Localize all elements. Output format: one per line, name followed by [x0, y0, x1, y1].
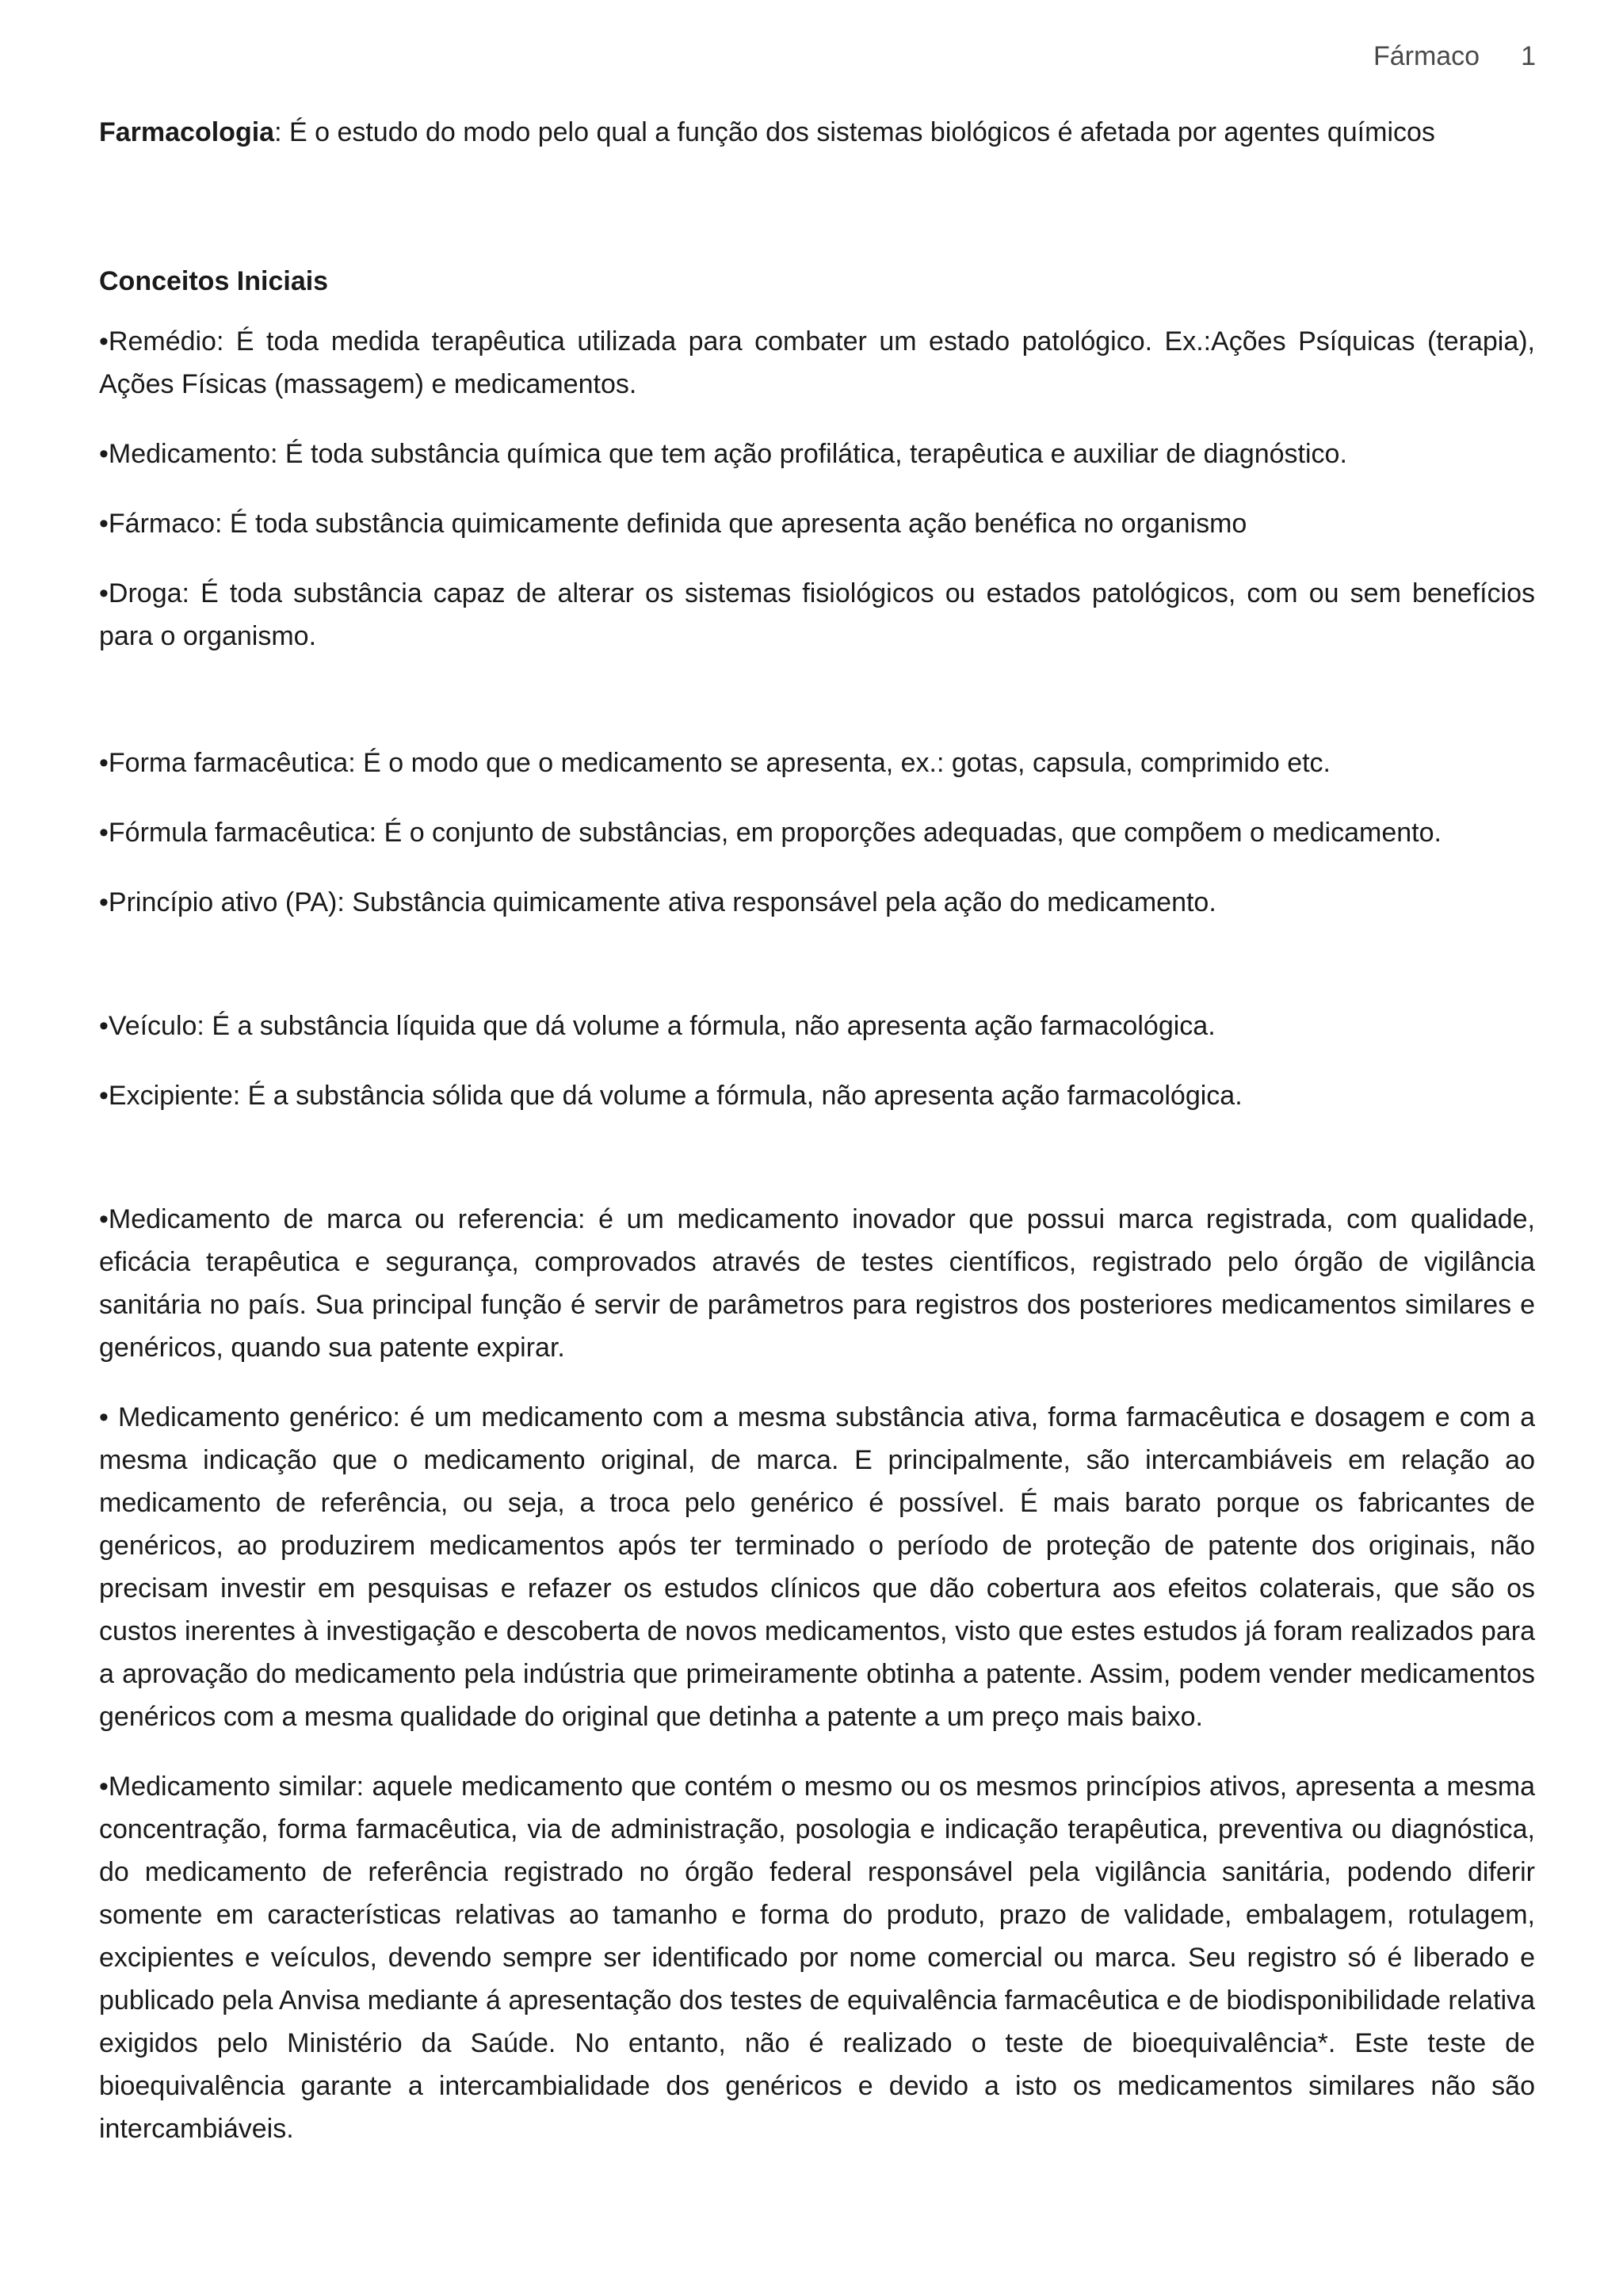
definition-remedio: •Remédio: É toda medida terapêutica utilizada para combater um estado patológico. Ex.:Ações Psíquicas (terapia), Ações Físicas (massagem) e medicamentos.: [99, 326, 1535, 399]
definition-formula-farmaceutica: •Fórmula farmacêutica: É o conjunto de substâncias, em proporções adequadas, que compõem o medicamento.: [99, 818, 1442, 848]
definition-medicamento-similar: •Medicamento similar: aquele medicamento que contém o mesmo ou os mesmos princípios ativos, apresenta a mesma concentração, forma farmacêutica, via de administração, posologia e indicação terapêutica, preventiva ou diagnóstica, do medicamento de referência registrado no órgão federal responsável pela vigilância sanitária, podendo diferir somente em características relativas ao tamanho e forma do produto, prazo de validade, embalagem, rotulagem, excipientes e veículos, devendo sempre ser identificado por nome comercial ou marca. Seu registro só é liberado e publicado pela Anvisa mediante á apresentação dos testes de equivalência farmacêutica e de biodisponibilidade relativa exigidos pelo Ministério da Saúde. No entanto, não é realizado o teste de bioequivalência*. Este teste de bioequivalência garante a intercambialidade dos genéricos e devido a isto os medicamentos similares não são intercambiáveis.: [99, 1772, 1535, 2144]
document-body: [99, 111, 1535, 2177]
section-title: Conceitos Iniciais: [99, 266, 329, 296]
definition-farmaco: •Fármaco: É toda substância quimicamente definida que apresenta ação benéfica no organismo: [99, 509, 1247, 539]
definition-excipiente: •Excipiente: É a substância sólida que dá volume a fórmula, não apresenta ação farmacológica.: [99, 1081, 1243, 1111]
definition-medicamento: •Medicamento: É toda substância química que tem ação profilática, terapêutica e auxiliar de diagnóstico.: [99, 439, 1347, 469]
intro-paragraph: [99, 111, 1535, 154]
page-number: 1: [1521, 41, 1536, 71]
page-header: [1373, 41, 1536, 72]
header-title: Fármaco: [1373, 41, 1480, 71]
definition-medicamento-generico: • Medicamento genérico: é um medicamento com a mesma substância ativa, forma farmacêutica e dosagem e com a mesma indicação que o medicamento original, de marca. E principalmente, são intercambiáveis em relação ao medicamento de referência, ou seja, a troca pelo genérico é possível. É mais barato porque os fabricantes de genéricos, ao produzirem medicamentos após ter terminado o período de proteção de patente dos originais, não precisam investir em pesquisas e refazer os estudos clínicos que dão cobertura aos efeitos colaterais, que são os custos inerentes à investigação e descoberta de novos medicamentos, visto que estes estudos já foram realizados para a aprovação do medicamento pela indústria que primeiramente obtinha a patente. Assim, podem vender medicamentos genéricos com a mesma qualidade do original que detinha a patente a um preço mais baixo.: [99, 1402, 1535, 1732]
intro-term: Farmacologia: [99, 117, 275, 147]
definition-principio-ativo: •Princípio ativo (PA): Substância quimicamente ativa responsável pela ação do medicamento.: [99, 887, 1216, 917]
intro-definition: : É o estudo do modo pelo qual a função dos sistemas biológicos é afetada por agentes químicos: [274, 117, 1435, 147]
definition-forma-farmaceutica: •Forma farmacêutica: É o modo que o medicamento se apresenta, ex.: gotas, capsula, comprimido etc.: [99, 748, 1331, 778]
definition-medicamento-referencia: •Medicamento de marca ou referencia: é um medicamento inovador que possui marca registrada, com qualidade, eficácia terapêutica e segurança, comprovados através de testes científicos, registrado pelo órgão de vigilância sanitária no país. Sua principal função é servir de parâmetros para registros dos posteriores medicamentos similares e genéricos, quando sua patente expirar.: [99, 1204, 1535, 1363]
definition-veiculo: •Veículo: É a substância líquida que dá volume a fórmula, não apresenta ação farmacológica.: [99, 1011, 1216, 1041]
definition-droga: •Droga: É toda substância capaz de alterar os sistemas fisiológicos ou estados patológicos, com ou sem benefícios para o organismo.: [99, 578, 1535, 651]
